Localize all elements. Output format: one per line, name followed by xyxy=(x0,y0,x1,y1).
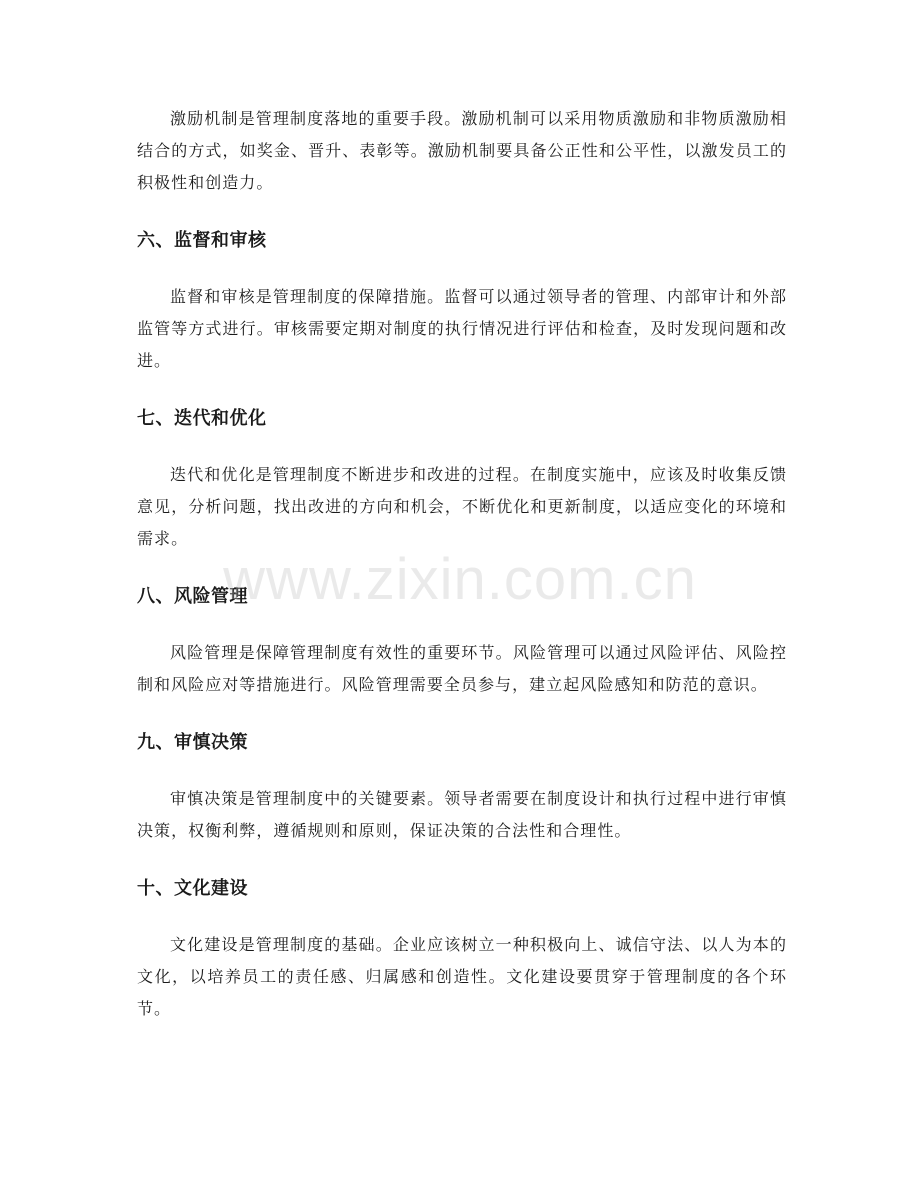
section-paragraph-10: 文化建设是管理制度的基础。企业应该树立一种积极向上、诚信守法、以人为本的文化，以培养员工的责任感、归属感和创造性。文化建设要贯穿于管理制度的各个环节。 xyxy=(137,935,787,1018)
section-heading-9: 九、审慎决策 xyxy=(137,732,248,753)
section-heading-6: 六、监督和审核 xyxy=(137,230,267,251)
intro-paragraph: 激励机制是管理制度落地的重要手段。激励机制可以采用物质激励和非物质激励相结合的方式，如奖金、晋升、表彰等。激励机制要具备公正性和公平性，以激发员工的积极性和创造力。 xyxy=(137,109,787,192)
section-paragraph-7: 迭代和优化是管理制度不断进步和改进的过程。在制度实施中，应该及时收集反馈意见，分析问题，找出改进的方向和机会，不断优化和更新制度，以适应变化的环境和需求。 xyxy=(137,465,787,548)
section-paragraph-6: 监督和审核是管理制度的保障措施。监督可以通过领导者的管理、内部审计和外部监管等方式进行。审核需要定期对制度的执行情况进行评估和检查，及时发现问题和改进。 xyxy=(137,287,787,370)
section-heading-8: 八、风险管理 xyxy=(137,586,248,607)
section-heading-7: 七、迭代和优化 xyxy=(137,408,267,429)
document-body xyxy=(137,103,787,1025)
section-heading-10: 十、文化建设 xyxy=(137,878,248,899)
section-paragraph-8: 风险管理是保障管理制度有效性的重要环节。风险管理可以通过风险评估、风险控制和风险应对等措施进行。风险管理需要全员参与，建立起风险感知和防范的意识。 xyxy=(137,643,787,694)
section-paragraph-9: 审慎决策是管理制度中的关键要素。领导者需要在制度设计和执行过程中进行审慎决策，权衡利弊，遵循规则和原则，保证决策的合法性和合理性。 xyxy=(137,789,787,840)
watermark-text: www.zixin.com.cn xyxy=(223,547,697,612)
